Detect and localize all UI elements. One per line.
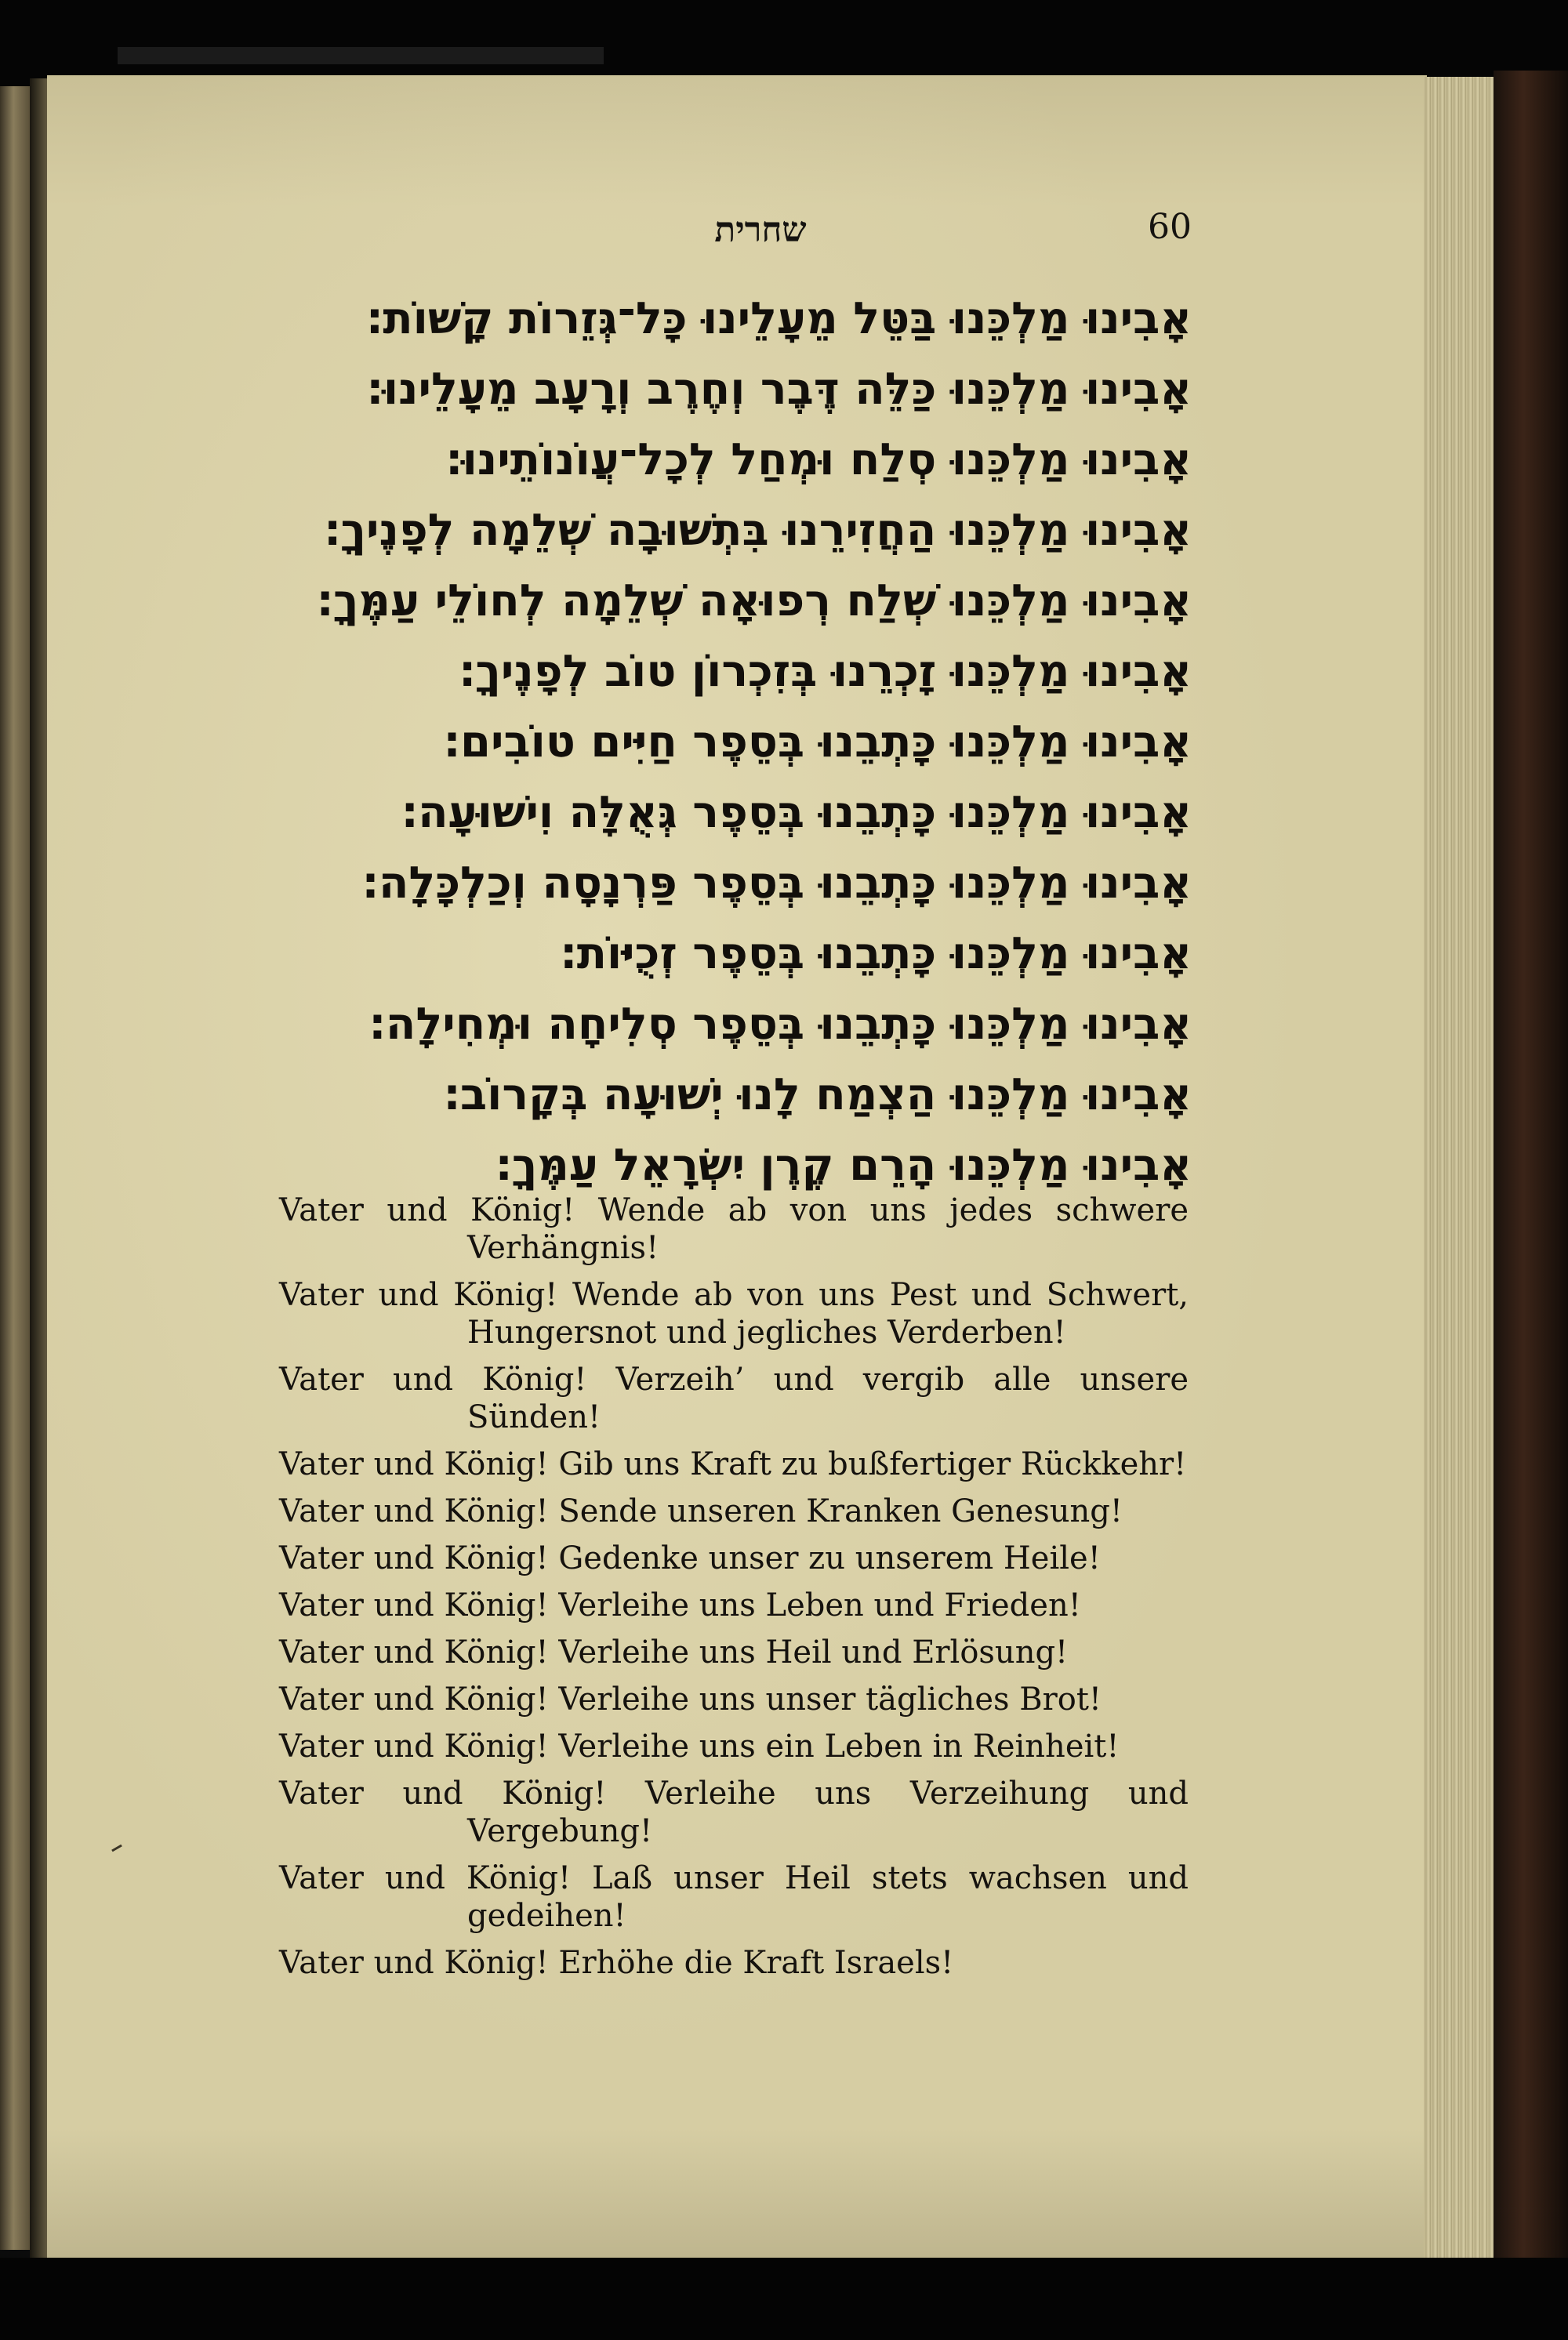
- facing-page-edge: [0, 86, 30, 2250]
- german-line: Vater und König! Sende unseren Kranken Genesung!: [279, 1493, 1123, 1529]
- german-line: Vater und König! Verleihe uns Leben und Frieden!: [279, 1587, 1081, 1623]
- german-line: Vater und König! Laß unser Heil stets wachsen und gedeihen!: [279, 1860, 1189, 1934]
- hebrew-line: אָבִינוּ מַלְכֵּנוּ כָּתְבֵנוּ בְּסֵפֶר גְּאֻלָּה וִישׁוּעָה׃: [401, 787, 1192, 838]
- hebrew-line: אָבִינוּ מַלְכֵּנוּ כָּתְבֵנוּ בְּסֵפֶר סְלִיחָה וּמְחִילָה׃: [369, 999, 1192, 1050]
- german-translation: [279, 1192, 1189, 1991]
- hebrew-line: אָבִינוּ מַלְכֵּנוּ שְׁלַח רְפוּאָה שְׁלֵמָה לְחוֹלֵי עַמֶּךָ׃: [317, 575, 1192, 626]
- hebrew-line: אָבִינוּ מַלְכֵּנוּ כָּתְבֵנוּ בְּסֵפֶר פַּרְנָסָה וְכַלְכָּלָה׃: [362, 858, 1192, 909]
- scan-background-bottom: [0, 2258, 1568, 2340]
- page-number: 60: [1148, 207, 1192, 247]
- scan-strip: [118, 47, 604, 64]
- german-line: Vater und König! Verleihe uns ein Leben in Reinheit!: [279, 1729, 1120, 1765]
- hebrew-prayer-text: [314, 284, 1192, 1201]
- running-head: שחרית: [714, 210, 807, 250]
- german-line: Vater und König! Wende ab von uns Pest und Schwert, Hungersnot und jegliches Verderben!: [279, 1277, 1189, 1351]
- hebrew-line: אָבִינוּ מַלְכֵּנוּ הַחֲזִירֵנוּ בִּתְשׁוּבָה שְׁלֵמָה לְפָנֶיךָ׃: [324, 505, 1192, 556]
- german-line: Vater und König! Verzeih’ und vergib alle unsere Sünden!: [279, 1362, 1189, 1435]
- book-cover-edge: [1494, 71, 1568, 2266]
- hebrew-line: אָבִינוּ מַלְכֵּנוּ זָכְרֵנוּ בְּזִכְרוֹן טוֹב לְפָנֶיךָ׃: [459, 646, 1192, 697]
- german-line: Vater und König! Gedenke unser zu unserem Heile!: [279, 1540, 1101, 1576]
- scan-background-top: [0, 0, 1568, 86]
- german-line: Vater und König! Gib uns Kraft zu bußfertiger Rückkehr!: [279, 1446, 1187, 1482]
- hebrew-line: אָבִינוּ מַלְכֵּנוּ סְלַח וּמְחַל לְכָל־עֲוֹנוֹתֵינוּ׃: [445, 434, 1192, 485]
- german-line: Vater und König! Erhöhe die Kraft Israels!: [279, 1945, 954, 1981]
- hebrew-line: אָבִינוּ מַלְכֵּנוּ הַצְמַח לָנוּ יְשׁוּעָה בְּקָרוֹב׃: [444, 1069, 1192, 1120]
- hebrew-line: אָבִינוּ מַלְכֵּנוּ כַּלֵּה דֶּבֶר וְחֶרֶב וְרָעָב מֵעָלֵינוּ׃: [367, 364, 1192, 415]
- hebrew-line: אָבִינוּ מַלְכֵּנוּ בַּטֵּל מֵעָלֵינוּ כָּל־גְּזֵרוֹת קָשׁוֹת׃: [366, 293, 1192, 344]
- hebrew-line: אָבִינוּ מַלְכֵּנוּ הָרֵם קֶרֶן יִשְׂרָאֵל עַמֶּךָ׃: [495, 1140, 1192, 1191]
- page-header: [188, 207, 1192, 265]
- hebrew-line: אָבִינוּ מַלְכֵּנוּ כָּתְבֵנוּ בְּסֵפֶר זְכֻיּוֹת׃: [560, 928, 1192, 979]
- hebrew-line: אָבִינוּ מַלְכֵּנוּ כָּתְבֵנוּ בְּסֵפֶר חַיִּים טוֹבִים׃: [444, 717, 1192, 767]
- german-line: Vater und König! Wende ab von uns jedes schwere Verhängnis!: [279, 1192, 1189, 1266]
- german-line: Vater und König! Verleihe uns unser tägliches Brot!: [279, 1682, 1102, 1718]
- german-line: Vater und König! Verleihe uns Verzeihung und Vergebung!: [279, 1776, 1189, 1849]
- german-line: Vater und König! Verleihe uns Heil und Erlösung!: [279, 1634, 1069, 1671]
- page-block-edges: [1424, 77, 1499, 2264]
